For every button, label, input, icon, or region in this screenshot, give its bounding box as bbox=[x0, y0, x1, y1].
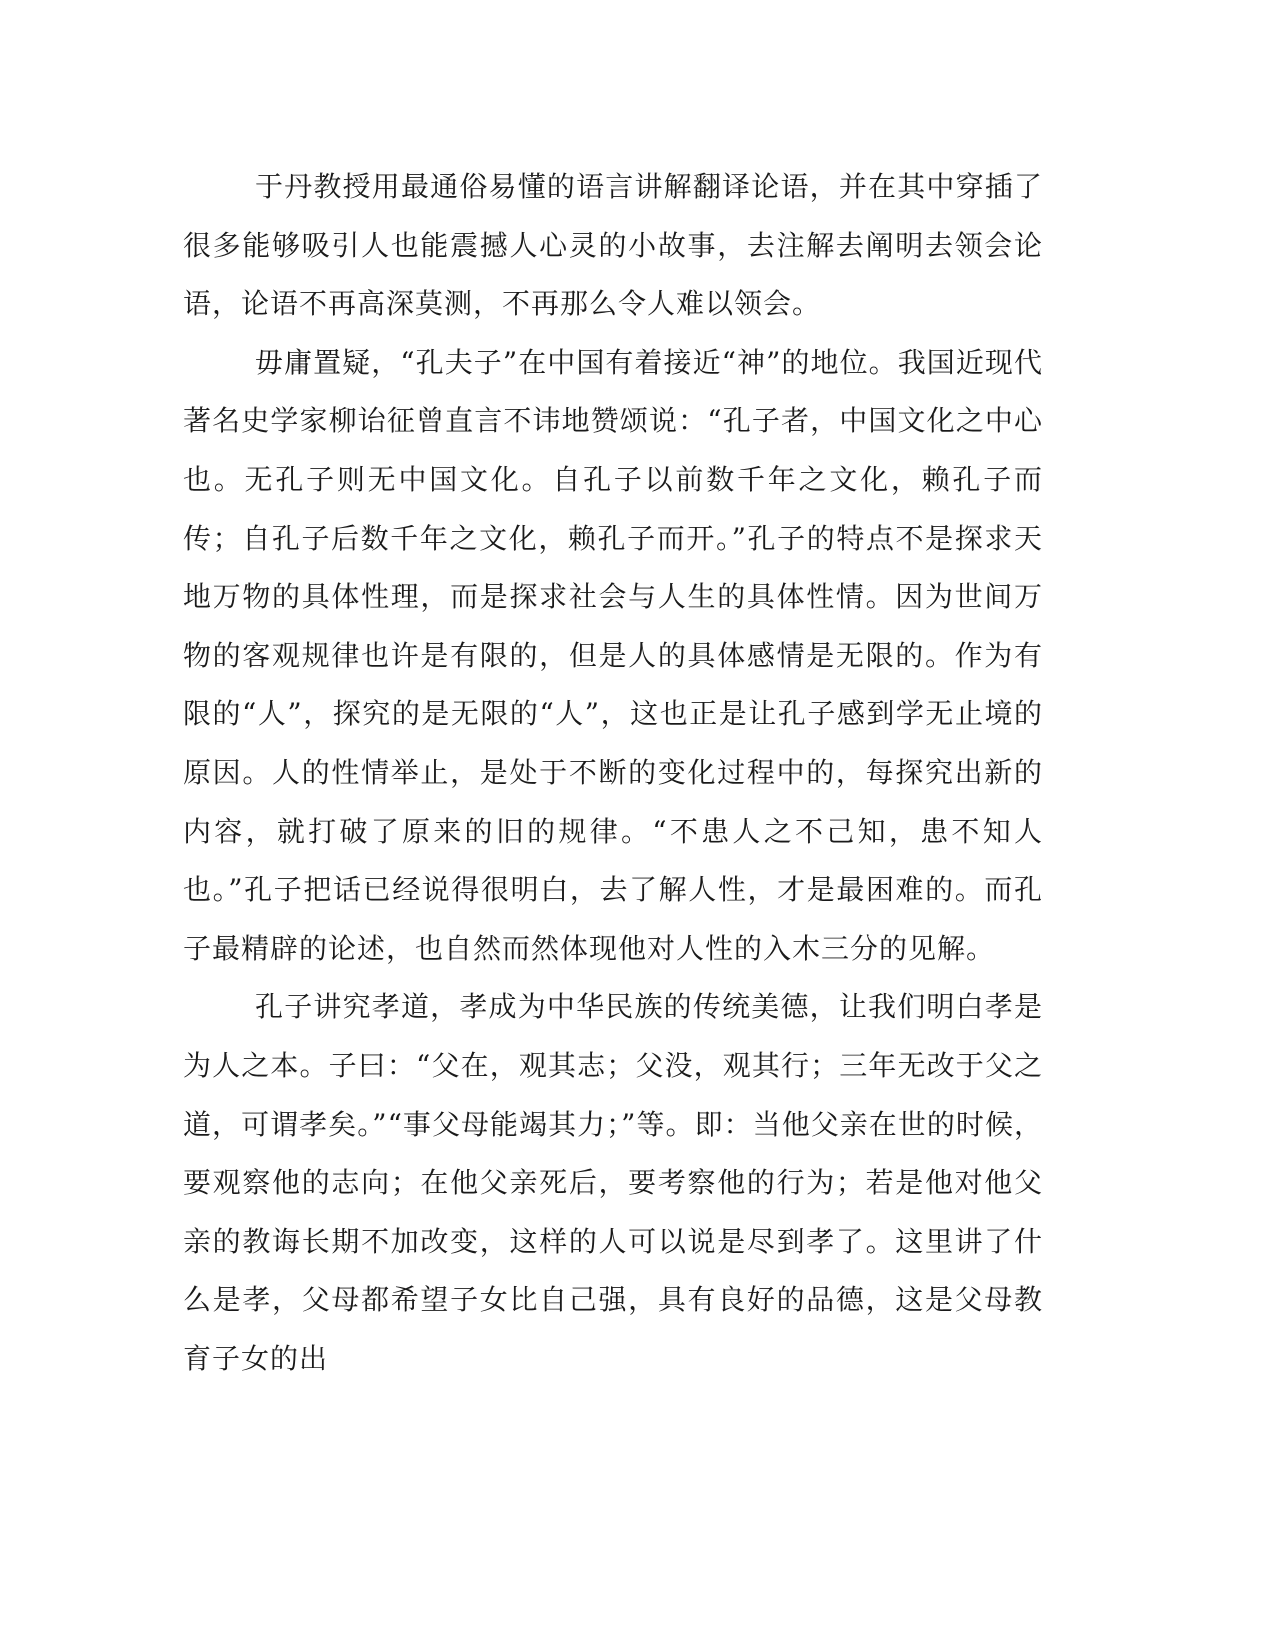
body-text bbox=[183, 158, 1043, 1388]
paragraph-3: 孔子讲究孝道，孝成为中华民族的传统美德，让我们明白孝是为人之本。子曰：“父在，观其志；父没，观其行；三年无改于父之道，可谓孝矣。”“事父母能竭其力；”等。即：当他父亲在世的时候，要观察他的志向；在他父亲死后，要考察他的行为；若是他对他父亲的教诲长期不加改变，这样的人可以说是尽到孝了。这里讲了什么是孝，父母都希望子女比自己强，具有良好的品德，这是父母教育子女的出 bbox=[183, 990, 1043, 1375]
paragraph-2: 毋庸置疑，“孔夫子”在中国有着接近“神”的地位。我国近现代著名史学家柳诒征曾直言不讳地赞颂说：“孔子者，中国文化之中心也。无孔子则无中国文化。自孔子以前数千年之文化，赖孔子而传；自孔子后数千年之文化，赖孔子而开。”孔子的特点不是探求天地万物的具体性理，而是探求社会与人生的具体性情。因为世间万物的客观规律也许是有限的，但是人的具体感情是无限的。作为有限的“人”，探究的是无限的“人”，这也正是让孔子感到学无止境的原因。人的性情举止，是处于不断的变化过程中的，每探究出新的内容，就打破了原来的旧的规律。“不患人之不己知，患不知人也。”孔子把话已经说得很明白，去了解人性，才是最困难的。而孔子最精辟的论述，也自然而然体现他对人性的入木三分的见解。 bbox=[183, 345, 1043, 965]
paragraph-1: 于丹教授用最通俗易懂的语言讲解翻译论语，并在其中穿插了很多能够吸引人也能震撼人心灵的小故事，去注解去阐明去领会论语，论语不再高深莫测，不再那么令人难以领会。 bbox=[183, 170, 1043, 321]
